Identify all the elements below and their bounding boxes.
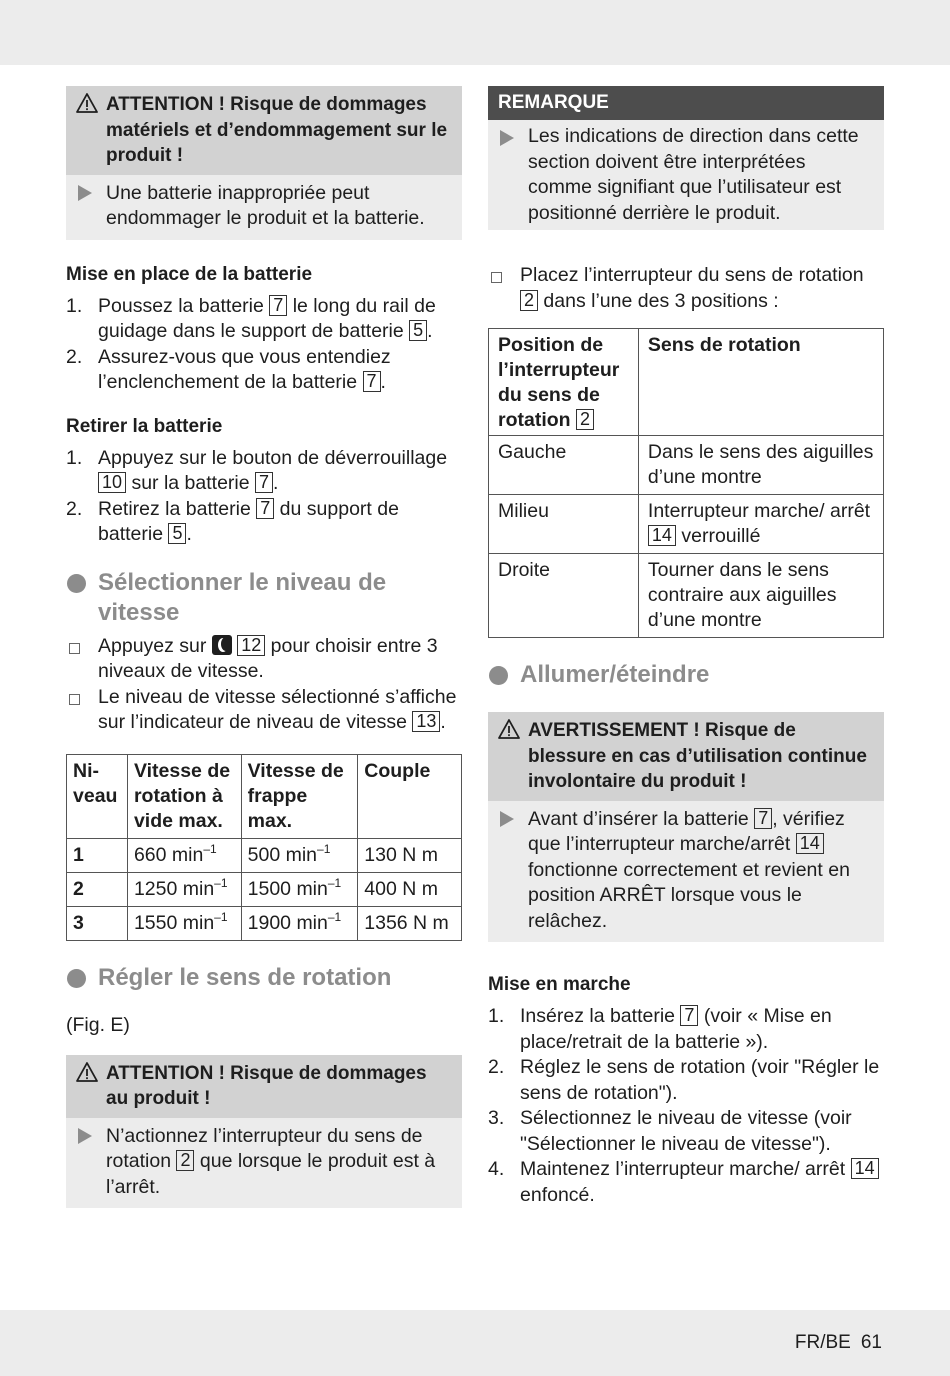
step-text: Retirez la batterie bbox=[98, 497, 257, 520]
checkbox-bullet-icon bbox=[491, 272, 502, 283]
insert-battery-heading: Mise en place de la batterie bbox=[66, 263, 313, 285]
section-bullet-icon bbox=[67, 969, 86, 988]
cell-rotation: 1250 $\min^{-1}$ bbox=[127, 872, 241, 906]
page-footer bbox=[795, 1332, 882, 1354]
cell-position: Droite bbox=[489, 554, 639, 638]
cell-impact: 1900 $\min^{-1}$ bbox=[241, 906, 358, 940]
header-level: Ni- veau bbox=[67, 754, 128, 838]
rotation-instruction bbox=[488, 263, 884, 314]
cell-impact: 1500 $\min^{-1}$ bbox=[241, 872, 358, 906]
ref-number: 5 bbox=[168, 523, 186, 544]
step-text: sur la batterie bbox=[126, 472, 256, 494]
cell-torque: 130 N m bbox=[358, 838, 462, 872]
step-number: 2. bbox=[66, 345, 83, 368]
step-text: Réglez le sens de rotation (voir "Régler le sens de rotation"). bbox=[520, 1056, 880, 1104]
speed-table bbox=[66, 754, 462, 941]
list-item bbox=[66, 345, 462, 396]
step-number: 1. bbox=[66, 446, 83, 469]
header-switch-position: Position de l’interrupteur du sens de rotation 2 bbox=[489, 329, 639, 436]
step-text: Appuyez sur le bouton de déverrouillage bbox=[98, 446, 448, 469]
attention-box-text: N’actionnez l’interrupteur du sens de rotation bbox=[106, 1124, 423, 1172]
checkbox-bullet-icon bbox=[69, 643, 80, 654]
cell-torque: 400 N m bbox=[358, 872, 462, 906]
rotation-table bbox=[488, 328, 884, 638]
remark-header: REMARQUE bbox=[488, 86, 884, 120]
footer-language: FR/BE bbox=[794, 1332, 851, 1353]
cell-rotation: 1550 $\min^{-1}$ bbox=[127, 906, 241, 940]
cell-direction: Interrupteur marche/ arrêt 14 verrouillé bbox=[638, 495, 883, 554]
cell-level: 2 bbox=[67, 872, 128, 906]
section-bullet-icon bbox=[67, 574, 86, 593]
step-text: . bbox=[440, 711, 446, 733]
start-steps bbox=[488, 1004, 884, 1208]
list-item bbox=[66, 497, 462, 548]
step-text: enfoncé. bbox=[520, 1183, 595, 1206]
table-row bbox=[489, 436, 884, 495]
warning-box-text: Avant d’insérer la batterie bbox=[528, 807, 755, 830]
step-number: 2. bbox=[66, 497, 83, 520]
step-text: le long du rail de guidage dans le support de batterie bbox=[98, 294, 436, 342]
attention-box-body bbox=[66, 175, 462, 240]
list-item bbox=[488, 1157, 884, 1208]
remark-body bbox=[488, 120, 884, 230]
cell-impact: 500 $\min^{-1}$ bbox=[241, 838, 358, 872]
cell-position: Gauche bbox=[489, 436, 639, 495]
list-item bbox=[488, 1055, 884, 1106]
step-text: Assurez-vous que vous entendiez l’enclenchement de la batterie bbox=[98, 345, 391, 393]
ref-number: 12 bbox=[237, 635, 265, 656]
cell-torque: 1356 N m bbox=[358, 906, 462, 940]
ref-number: 14 bbox=[851, 1158, 879, 1179]
arrow-bullet-icon bbox=[500, 130, 514, 146]
warning-triangle-icon bbox=[76, 92, 98, 114]
section-speed-heading bbox=[66, 568, 462, 628]
step-number: 3. bbox=[488, 1107, 505, 1129]
section-title: Régler le sens de rotation bbox=[98, 963, 392, 991]
table-row bbox=[67, 906, 462, 940]
step-text: Maintenez l’interrupteur marche/ arrêt bbox=[520, 1158, 851, 1180]
remove-battery-steps bbox=[66, 446, 462, 548]
remove-battery-heading: Retirer la batterie bbox=[66, 415, 223, 437]
list-item bbox=[488, 1004, 884, 1055]
cell-direction: Tourner dans le sens contraire aux aiguilles d’une montre bbox=[638, 554, 883, 638]
page-number: 61 bbox=[860, 1332, 882, 1353]
step-text: . bbox=[427, 320, 433, 342]
left-column bbox=[66, 86, 462, 1208]
section-bullet-icon bbox=[489, 666, 508, 685]
attention-box-header bbox=[66, 1055, 462, 1118]
step-text: Placez l’interrupteur du sens de rotation bbox=[520, 264, 864, 286]
cell-rotation: 660 $\min^{-1}$ bbox=[127, 838, 241, 872]
step-text: Poussez la batterie bbox=[98, 294, 270, 317]
attention-box-battery bbox=[66, 86, 462, 240]
step-text: Sélectionnez le niveau de vitesse (voir "Sélectionner le niveau de vitesse"). bbox=[520, 1107, 852, 1155]
table-row bbox=[489, 495, 884, 554]
list-item bbox=[488, 1106, 884, 1157]
ref-number: 7 bbox=[754, 808, 772, 829]
arrow-bullet-icon bbox=[78, 185, 92, 201]
warning-box bbox=[488, 712, 884, 942]
step-number: 4. bbox=[488, 1158, 505, 1180]
attention-box-text: que lorsque le produit est à l’arrêt. bbox=[106, 1150, 436, 1198]
insert-battery-steps bbox=[66, 294, 462, 396]
ref-number: 7 bbox=[256, 498, 274, 519]
table-header-row bbox=[67, 754, 462, 838]
ref-number: 7 bbox=[680, 1005, 698, 1026]
step-number: 1. bbox=[488, 1005, 505, 1027]
warning-triangle-icon bbox=[76, 1061, 98, 1083]
ref-number: 7 bbox=[255, 472, 273, 493]
speed-mode-icon bbox=[212, 635, 232, 655]
section-onoff-heading bbox=[488, 660, 884, 690]
step-text: . bbox=[273, 472, 279, 494]
remark-box bbox=[488, 86, 884, 230]
header-rotation-speed: Vitesse de rotation à vide max. bbox=[127, 754, 241, 838]
step-text: . bbox=[186, 523, 192, 545]
attention-box-title: ATTENTION ! Risque de dommages matériels et d’endommagement sur le produit ! bbox=[106, 94, 448, 166]
arrow-bullet-icon bbox=[500, 811, 514, 827]
attention-box-text: Une batterie inappropriée peut endommager le produit et la batterie. bbox=[106, 181, 425, 229]
step-number: 2. bbox=[488, 1056, 505, 1078]
section-title: Allumer/éteindre bbox=[520, 661, 710, 688]
attention-box-body bbox=[66, 1118, 462, 1209]
right-column bbox=[488, 86, 884, 1208]
table-header-row bbox=[489, 329, 884, 436]
figure-reference: (Fig. E) bbox=[66, 1013, 130, 1036]
step-text: Appuyez sur bbox=[98, 634, 212, 657]
cell-level: 3 bbox=[67, 906, 128, 940]
attention-box-title: ATTENTION ! Risque de dommages au produit ! bbox=[106, 1062, 427, 1109]
warning-box-header bbox=[488, 712, 884, 801]
step-text: Le niveau de vitesse sélectionné s’affiche sur l’indicateur de niveau de vitesse bbox=[98, 685, 457, 733]
ref-number: 5 bbox=[409, 320, 427, 341]
warning-box-text: fonctionne correctement et revient en position ARRÊT lorsque vous le relâchez. bbox=[528, 858, 850, 932]
warning-box-title: AVERTISSEMENT ! Risque de blessure en cas d’utilisation continue involontaire du produit ! bbox=[528, 720, 867, 792]
step-text: dans l’une des 3 positions : bbox=[538, 289, 779, 312]
ref-number: 2 bbox=[576, 409, 594, 430]
step-text: du support de batterie bbox=[98, 497, 399, 545]
table-row bbox=[67, 838, 462, 872]
warning-box-body bbox=[488, 801, 884, 943]
ref-number: 13 bbox=[412, 711, 440, 732]
attention-box-header bbox=[66, 86, 462, 175]
list-item bbox=[66, 446, 462, 497]
checkbox-bullet-icon bbox=[69, 694, 80, 705]
ref-number: 7 bbox=[269, 295, 287, 316]
arrow-bullet-icon bbox=[78, 1128, 92, 1144]
speed-steps bbox=[66, 634, 462, 736]
list-item bbox=[66, 685, 462, 736]
header-rotation-direction: Sens de rotation bbox=[638, 329, 883, 436]
attention-box-rotation bbox=[66, 1055, 462, 1209]
list-item bbox=[488, 263, 884, 314]
list-item bbox=[66, 294, 462, 345]
section-title: Sélectionner le niveau de vitesse bbox=[98, 568, 387, 626]
ref-number: 2 bbox=[520, 290, 538, 311]
cell-level: 1 bbox=[67, 838, 128, 872]
ref-number: 2 bbox=[176, 1150, 194, 1171]
section-rotation-heading bbox=[66, 963, 462, 993]
ref-number: 10 bbox=[98, 472, 126, 493]
table-row bbox=[67, 872, 462, 906]
ref-number: 7 bbox=[363, 371, 381, 392]
list-item bbox=[66, 634, 462, 685]
header-impact-rate: Vitesse de frappe max. bbox=[241, 754, 358, 838]
ref-number: 14 bbox=[796, 833, 824, 854]
cell-position: Milieu bbox=[489, 495, 639, 554]
header-torque: Couple bbox=[358, 754, 462, 838]
step-text: . bbox=[380, 371, 386, 393]
step-number: 1. bbox=[66, 294, 83, 317]
step-text: (voir « Mise en place/retrait de la batterie »). bbox=[520, 1005, 832, 1053]
ref-number: 14 bbox=[648, 525, 676, 546]
cell-direction: Dans le sens des aiguilles d’une montre bbox=[638, 436, 883, 495]
start-heading: Mise en marche bbox=[488, 974, 631, 995]
warning-box-text: , vérifiez que l’interrupteur marche/arrêt bbox=[528, 807, 845, 855]
step-text: Insérez la batterie bbox=[520, 1005, 681, 1027]
table-row bbox=[489, 554, 884, 638]
top-bar bbox=[0, 0, 950, 65]
remark-text: Les indications de direction dans cette section doivent être interprétées comme signifiant que l’utilisateur est positionné derrière le produit. bbox=[528, 125, 859, 224]
step-text: pour choisir entre 3 niveaux de vitesse. bbox=[98, 634, 438, 682]
warning-triangle-icon bbox=[498, 718, 520, 740]
